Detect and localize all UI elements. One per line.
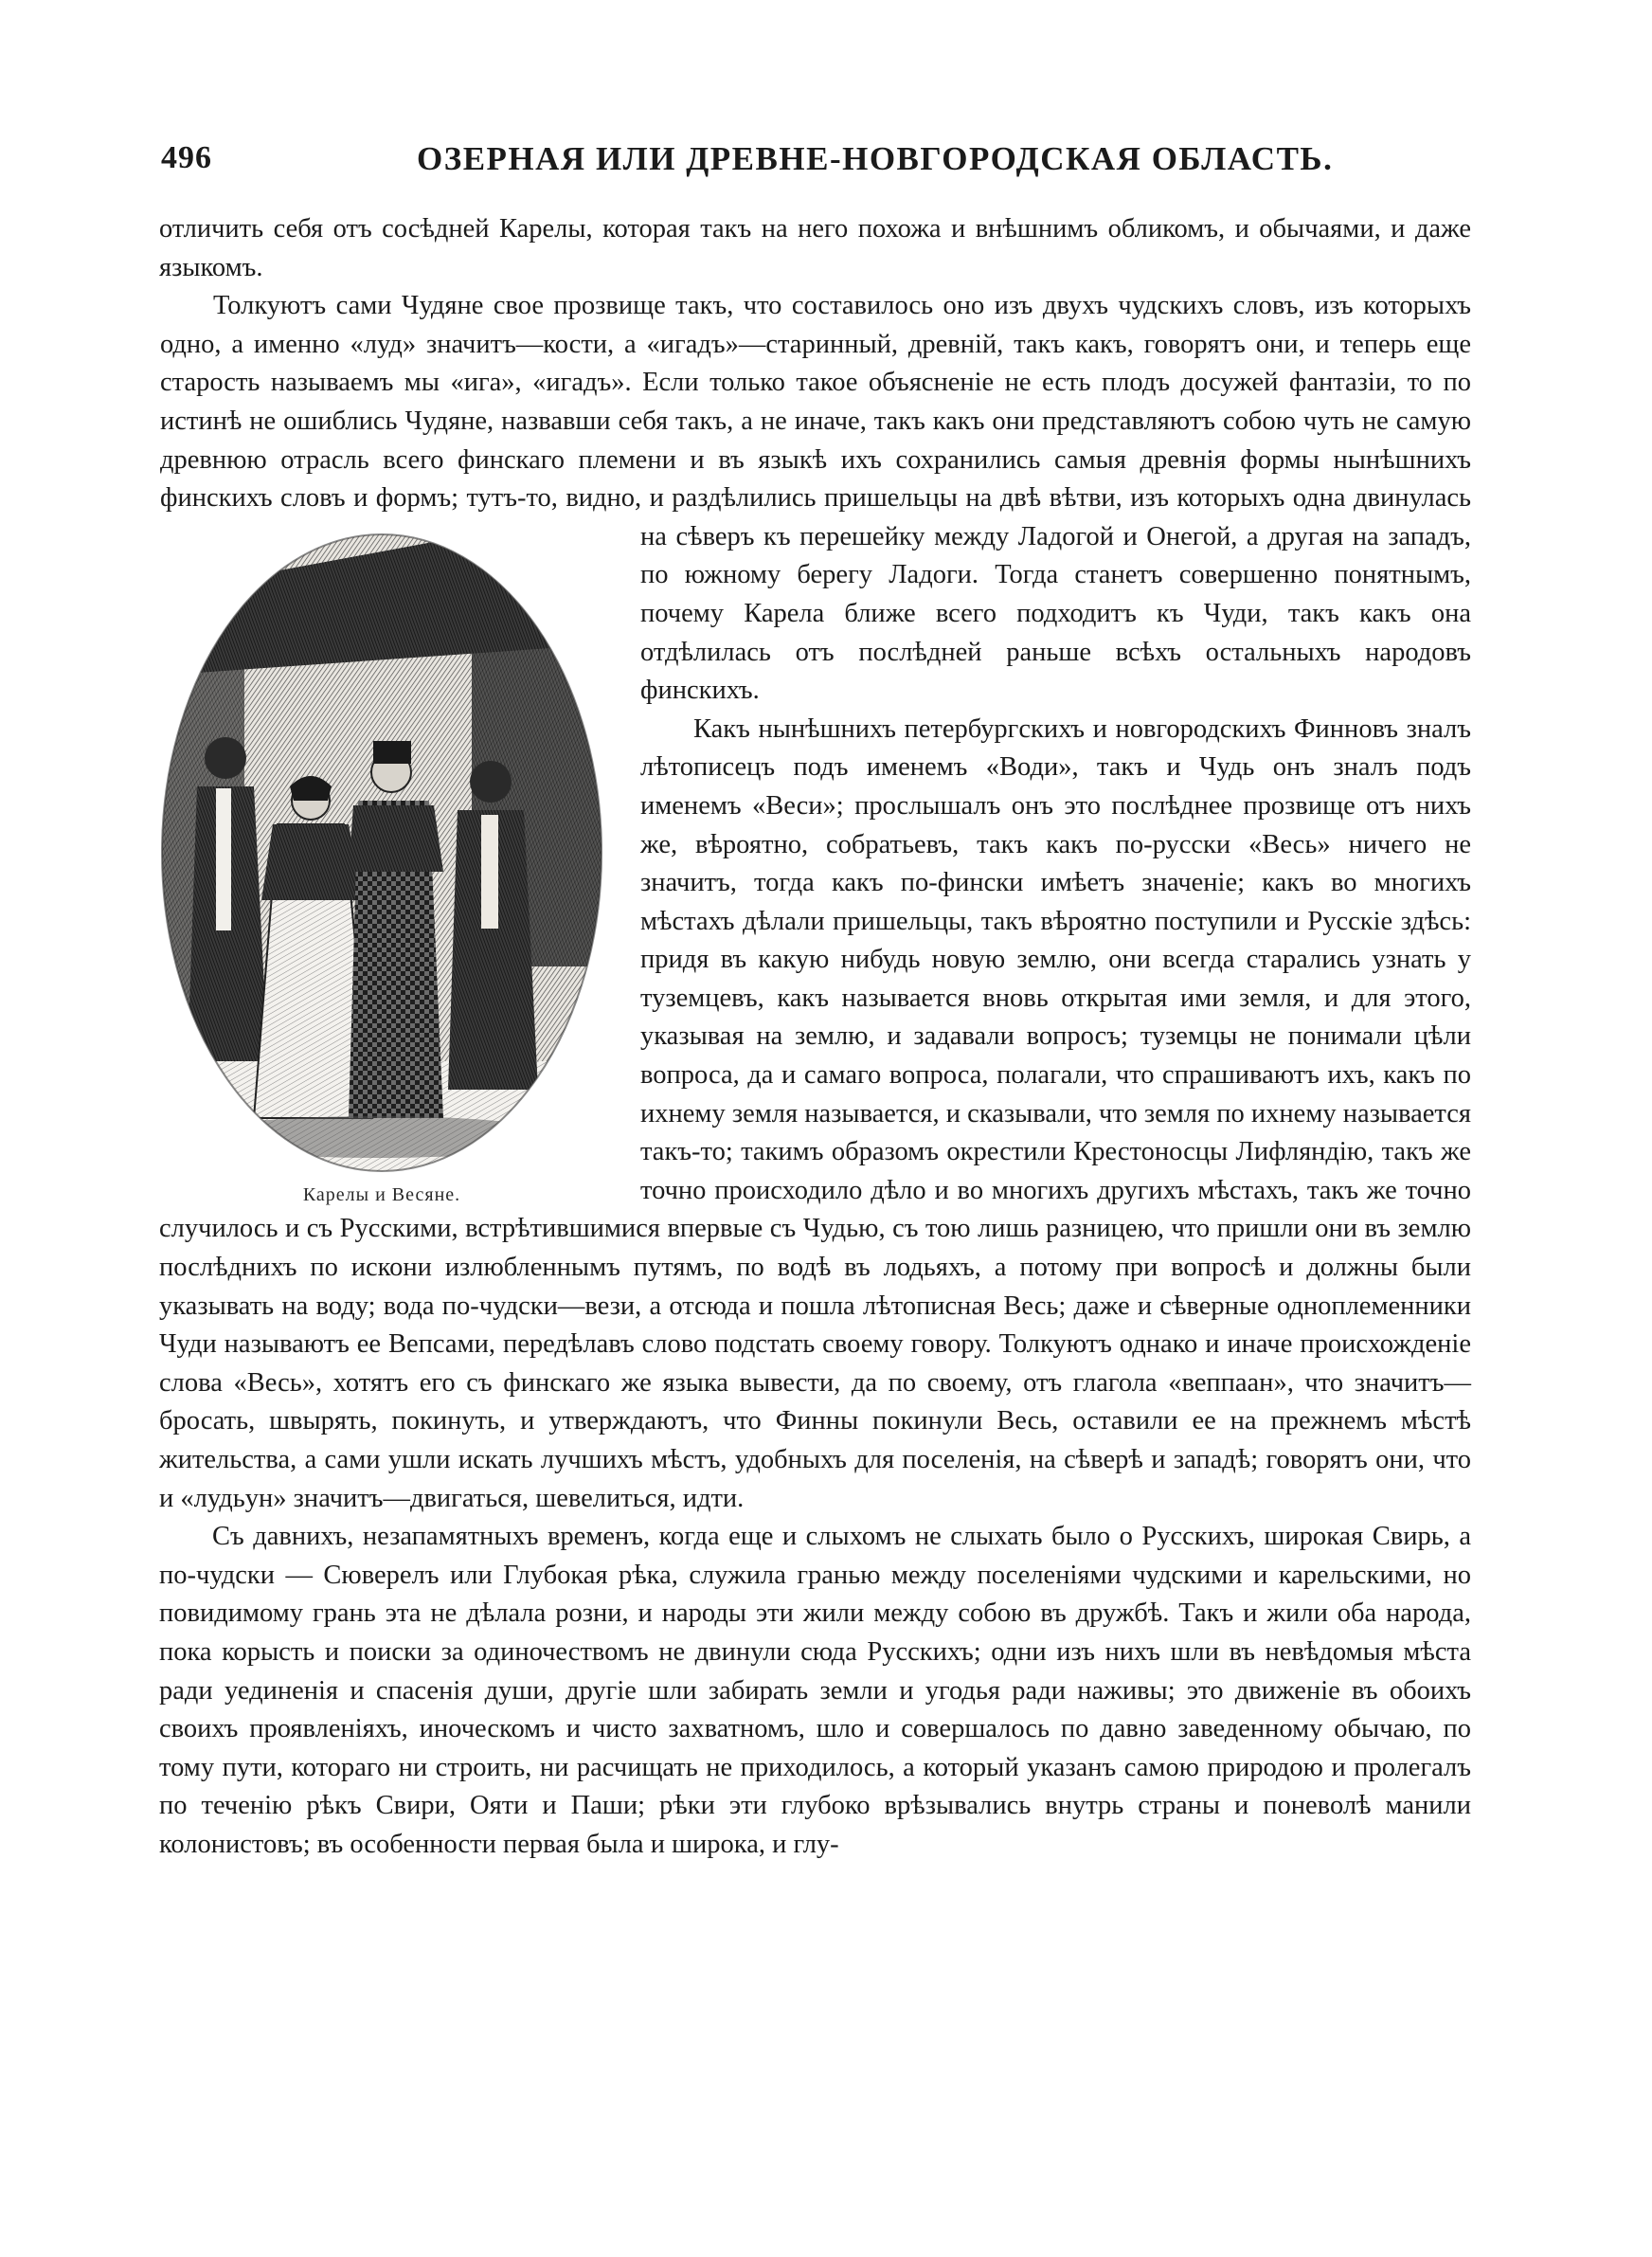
paragraph-3: Какъ нынѣшнихъ петербургскихъ и новгородскихъ Финновъ зналъ лѣтописецъ подъ именемъ «Води», такъ и Чудь онъ зналъ подъ именемъ «Веси»; прослышалъ онъ это послѣднее прозвище отъ нихъ же, вѣроятно, собратьевъ, такъ какъ по-русски «Весь» ничего не значитъ, тогда какъ по-фински имѣетъ значенiе; какъ во многихъ мѣстахъ дѣлали пришельцы, такъ вѣроятно поступили и Русскiе здѣсь: придя въ какую нибудь новую землю, они всегда старались узнать у туземцевъ, какъ называется вновь открытая ими земля, и для этого, указывая на землю, и задавали вопросъ; туземцы не понимали цѣли вопроса, да и самаго вопроса, полагали, что спрашиваютъ ихъ, какъ по ихнему земля называется, и сказывали, что земля по ихнему называется такъ-то; такимъ образомъ окрестили Крестоносцы Лифляндiю, такъ же точно происходило дѣло и во многихъ другихъ мѣстахъ, такъ же точно случилось и съ Русскими, встрѣтившимися впервые съ Чудью, съ тою лишь разницею, что пришли они въ землю послѣднихъ по искони излюбленнымъ путямъ, по водѣ въ лодьяхъ, а потому при вопросѣ и должны были указывать на воду; вода по-чудски—вези, а отсюда и пошла лѣтописная Весь; даже и сѣверные одноплеменники Чуди называютъ ее Вепсами, передѣлавъ слово подстать своему говору. Толкуютъ однако и иначе происхожденiе слова «Весь», хотятъ его съ финскаго же языка вывести, да по своему, отъ глагола «веппаан», что значитъ—бросать, швырять, покинуть, и утверждаютъ, что Финны покинули Весь, оставили ее на прежнемъ мѣстѣ жительства, а сами ушли искать лучшихъ мѣстъ, удобныхъ для поселенiя, на сѣверѣ и западѣ; говорятъ они, что и «лудьун» значитъ—двигаться, шевелиться, идти. <box>159 713 1471 1513</box>
paragraph-2-text: Толкуютъ сами Чудяне свое прозвище такъ, что составилось оно изъ двухъ чудскихъ словъ, изъ которыхъ одно, а именно «луд» значитъ—кости, а «игадъ»—старинный, древнiй, такъ какъ, говорятъ они, и теперь еще старость называемъ мы «ига», «игадъ». Если только такое объясненiе не есть плодъ досужей фантазiи, то по истинѣ не ошиблись Чудяне, назвавши себя такъ, а не иначе, такъ какъ они представляютъ собою чуть не самую древнюю отрасль всего финскаго племени и въ языкѣ ихъ сохранились самыя древнiя формы нынѣшнихъ финскихъ словъ и формъ; тутъ-то, видно, и раздѣлились пришельцы на двѣ вѣтви, изъ которыхъ одна двинулась на сѣверъ къ перешейку между Ладогой и Онегой, а другая на западъ, по южному берегу Ладоги. Тогда станетъ совершенно понятнымъ, почему Карела ближе всего подходитъ къ Чуди, такъ какъ она отдѣлилась отъ послѣдней раньше всѣхъ остальныхъ народовъ финскихъ. <box>160 291 1471 706</box>
running-title: ОЗЕРНАЯ ИЛИ ДРЕВНЕ-НОВГОРОДСКАЯ ОБЛАСТЬ. <box>417 140 1334 177</box>
paragraph-4: Съ давнихъ, незапамятныхъ временъ, когда еще и слыхомъ не слыхать было о Русскихъ, широкая Свирь, а по-чудски — Сюверелъ или Глубокая рѣка, служила гранью между поселенiями чудскими и карельскими, но повидимому грань эта не дѣлала розни, и народы эти жили между собою въ дружбѣ. Такъ и жили оба народа, пока корысть и поиски за одиночествомъ не двинули сюда Русскихъ; одни изъ нихъ шли въ невѣдомыя мѣста ради уединенiя и спасенiя души, другiе шли забирать земли и угодья ради наживы; это движенiе въ обоихъ своихъ проявленiяхъ, иноческомъ и чисто захватномъ, шло и совершалось по давно заведенному обычаю, по тому пути, котораго ни строить, ни расчищать не приходилось, а который указанъ самою природою и пролегалъ по теченiю рѣкъ Свири, Ояти и Паши; рѣки эти глубоко врѣзывались внутрь страны и поневолѣ манили колонистовъ; въ особенности первая была и широка, и глу- <box>159 1522 1471 1859</box>
figure-caption: Карелы и Весяне. <box>302 1184 461 1205</box>
paragraph-1: отличить себя отъ сосѣдней Карелы, которая такъ на него похожа и внѣшнимъ обликомъ, и обычаями, и даже языкомъ. <box>159 214 1471 282</box>
engraving-karelians-and-vepsians <box>159 531 604 1175</box>
page-header <box>152 140 1478 188</box>
page-number: 496 <box>161 140 212 175</box>
figure <box>159 531 604 1213</box>
